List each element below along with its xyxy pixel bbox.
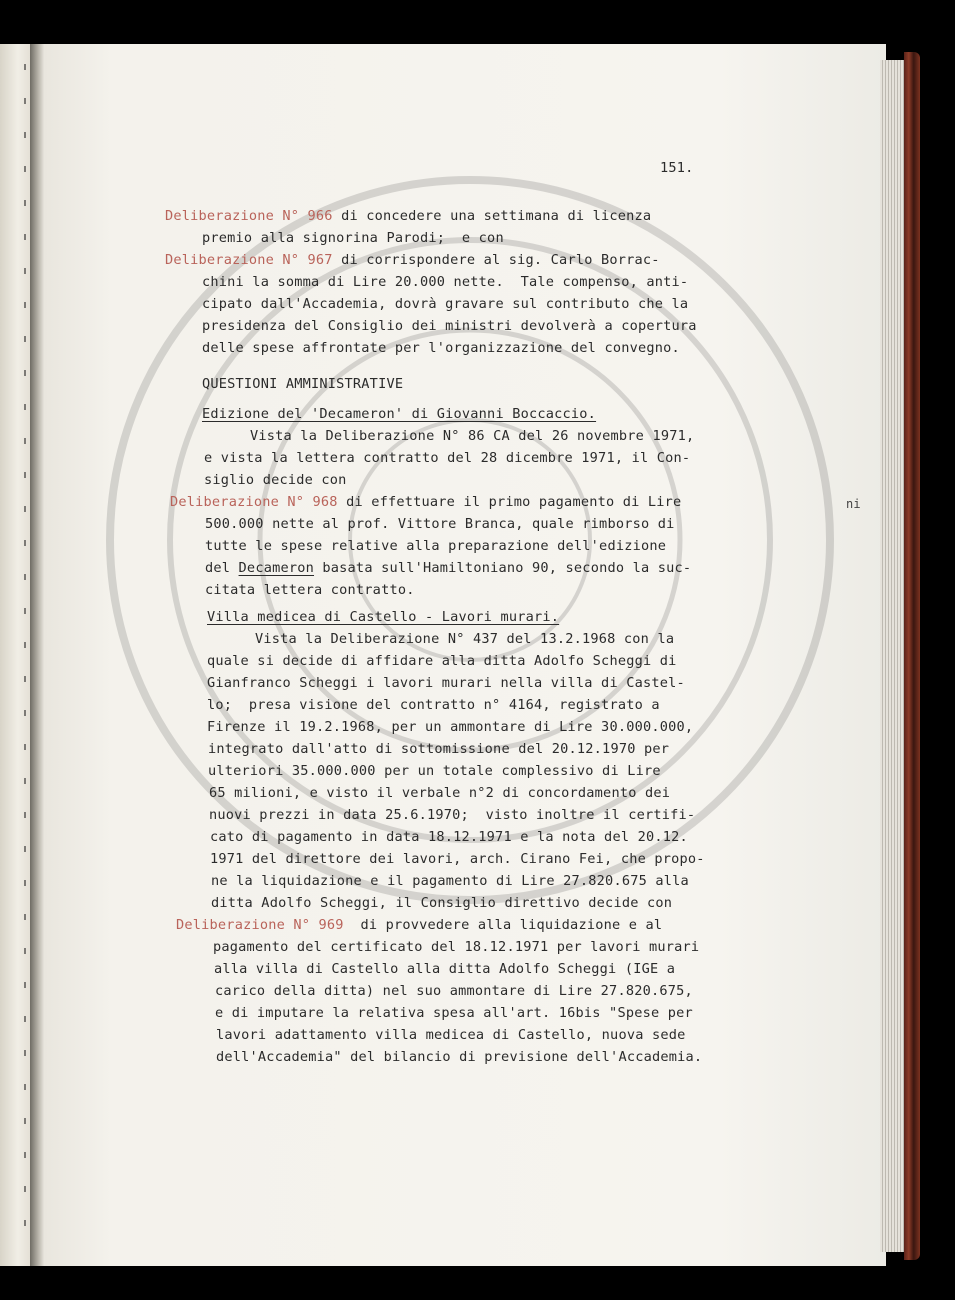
text-line: presidenza del Consiglio dei ministri devolverà a copertura xyxy=(202,318,697,334)
text-line: ditta Adolfo Scheggi, il Consiglio direttivo decide con xyxy=(211,895,673,911)
text-line: 500.000 nette al prof. Vittore Branca, quale rimborso di xyxy=(205,516,675,532)
text-line: delle spese affrontate per l'organizzazione del convegno. xyxy=(202,340,680,356)
deliberation-label: Deliberazione N° 968 xyxy=(170,494,338,510)
text-line: integrato dall'atto di sottomissione del 20.12.1970 per xyxy=(208,741,670,757)
text-line: e vista la lettera contratto del 28 dicembre 1971, il Con- xyxy=(204,450,691,466)
text-line: carico della ditta) nel suo ammontare di Lire 27.820.675, xyxy=(215,983,693,999)
text-line: pagamento del certificato del 18.12.1971 per lavori murari xyxy=(213,939,700,955)
deliberation-label: Deliberazione N° 969 xyxy=(176,917,344,933)
text-line: Vista la Deliberazione N° 86 CA del 26 novembre 1971, xyxy=(250,428,695,444)
text-line: tutte le spese relative alla preparazione dell'edizione xyxy=(205,538,667,554)
text-line: Deliberazione N° 966 di concedere una settimana di licenza xyxy=(165,208,652,224)
deliberation-label: Deliberazione N° 966 xyxy=(165,208,333,224)
text-line: ulteriori 35.000.000 per un totale complessivo di Lire xyxy=(208,763,661,779)
deliberation-label: Deliberazione N° 967 xyxy=(165,252,333,268)
page-number: 151. xyxy=(660,160,694,176)
text-line: 1971 del direttore dei lavori, arch. Cirano Fei, che propo- xyxy=(210,851,705,867)
underlined-title: Decameron xyxy=(238,560,315,576)
text-line: quale si decide di affidare alla ditta Adolfo Scheggi di xyxy=(207,653,677,669)
text-line: Gianfranco Scheggi i lavori murari nella villa di Castel- xyxy=(207,675,685,691)
text-line: Firenze il 19.2.1968, per un ammontare di Lire 30.000.000, xyxy=(207,719,694,735)
text-line: Deliberazione N° 968 di effettuare il primo pagamento di Lire xyxy=(170,494,682,510)
text-line: 65 milioni, e visto il verbale n°2 di concordamento dei xyxy=(209,785,671,801)
text-line: nuovi prezzi in data 25.6.1970; visto inoltre il certifi- xyxy=(209,807,696,823)
text-line: lo; presa visione del contratto n° 4164, registrato a xyxy=(207,697,660,713)
text-line: Vista la Deliberazione N° 437 del 13.2.1968 con la xyxy=(255,631,675,647)
text-line: cipato dall'Accademia, dovrà gravare sul contributo che la xyxy=(202,296,689,312)
text-line: Deliberazione N° 967 di corrispondere al sig. Carlo Borrac- xyxy=(165,252,660,268)
text-line: chini la somma di Lire 20.000 nette. Tale compenso, anti- xyxy=(202,274,689,290)
text-line: del Decameron basata sull'Hamiltoniano 90, secondo la suc- xyxy=(205,560,692,576)
text-line: lavori adattamento villa medicea di Castello, nuova sede xyxy=(216,1027,686,1043)
text-line: Deliberazione N° 969 di provvedere alla liquidazione e al xyxy=(176,917,663,933)
section-heading: QUESTIONI AMMINISTRATIVE xyxy=(202,376,404,392)
text-line: alla villa di Castello alla ditta Adolfo Scheggi (IGE a xyxy=(214,961,676,977)
text-line: citata lettera contratto. xyxy=(205,582,415,598)
subsection-heading: Villa medicea di Castello - Lavori murari. xyxy=(207,609,560,625)
text-line: dell'Accademia" del bilancio di previsione dell'Accademia. xyxy=(216,1049,703,1065)
text-line: e di imputare la relativa spesa all'art. 16bis "Spese per xyxy=(215,1005,693,1021)
text-line: siglio decide con xyxy=(204,472,347,488)
text-line: premio alla signorina Parodi; e con xyxy=(202,230,504,246)
subsection-heading: Edizione del 'Decameron' di Giovanni Boccaccio. xyxy=(202,406,597,422)
text-line: cato di pagamento in data 18.12.1971 e la nota del 20.12. xyxy=(210,829,688,845)
text-line: ne la liquidazione e il pagamento di Lire 27.820.675 alla xyxy=(211,873,689,889)
margin-fragment: ni xyxy=(846,497,861,511)
